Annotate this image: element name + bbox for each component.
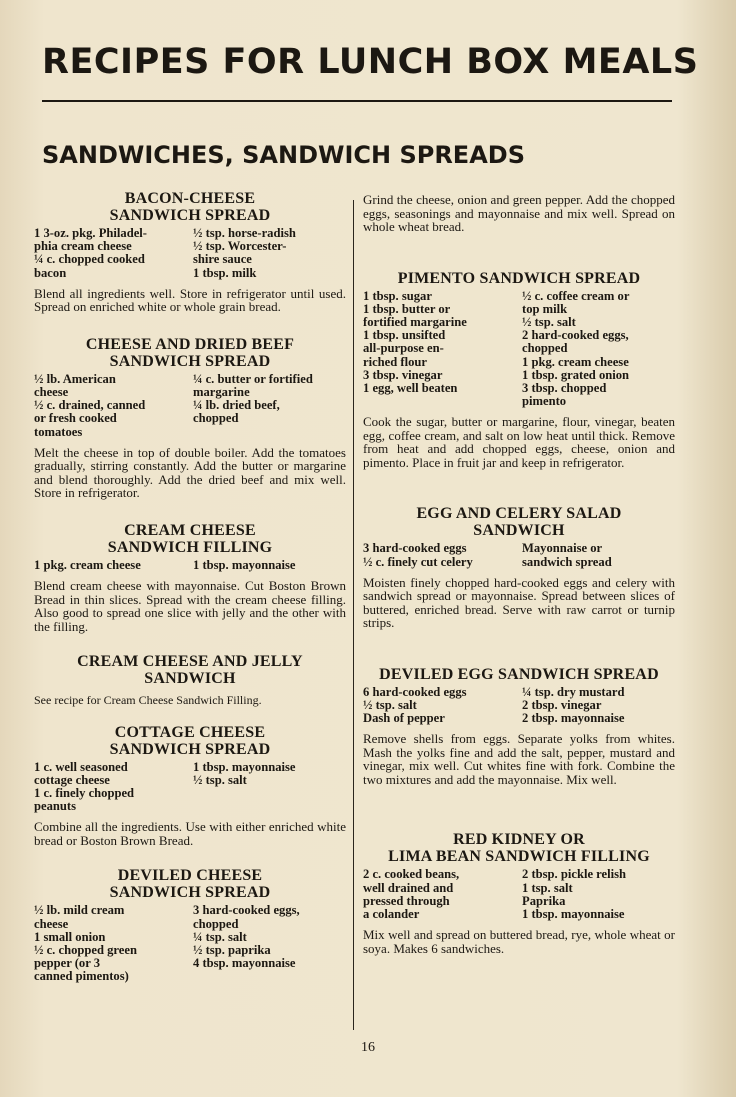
ingredient-column-right [187,559,346,572]
ingredient: ½ tsp. salt [522,314,576,329]
ingredient-column-right [187,904,346,983]
ingredient-list [34,227,346,280]
recipe-title: DEVILED EGG SANDWICH SPREAD [379,665,659,683]
ingredient: ½ c. chopped green pepper (or 3 canned pimentos) [34,942,137,984]
ingredient: 1 tbsp. milk [193,265,257,280]
ingredient: 1 tbsp. sugar [363,288,432,303]
ingredient: ¼ lb. dried beef, chopped [193,398,280,426]
recipe-directions: Combine all the ingredients. Use with either enriched white bread or Boston Brown Bread. [34,819,346,848]
ingredient: ½ c. coffee cream or top milk [522,288,630,316]
ingredient-list [34,373,346,439]
ingredient: 1 c. well seasoned cottage cheese [34,759,128,787]
recipe-title: DEVILED CHEESE SANDWICH SPREAD [109,867,271,902]
recipe [363,505,675,629]
ingredient: 1 small onion [34,929,106,944]
ingredient: 3 hard-cooked eggs, chopped [193,903,300,931]
right-column [363,193,675,955]
ingredient-column-left [363,290,516,409]
recipe-directions: Moisten finely chopped hard-cooked eggs and celery with sandwich spread or mayonnaise. Spread between slices of buttered, enriched bread. Serve with raw carrot or turnip strips. [363,574,675,631]
recipe-directions: Mix well and spread on buttered bread, rye, whole wheat or soya. Makes 6 sandwiches. [363,927,675,956]
recipe-title: BACON-CHEESE SANDWICH SPREAD [109,190,271,224]
recipe-directions: Blend cream cheese with mayonnaise. Cut Boston Brown Bread in thin slices. Spread with the cream cheese filling. Also good to spread one slice with jelly and the other with the filling. [34,578,346,634]
ingredient: ½ lb. American cheese [34,371,116,400]
ingredient-column-left [363,542,516,568]
ingredient: 2 hard-cooked eggs, chopped [522,328,629,356]
left-column [34,190,346,984]
ingredient: 1 pkg. cream cheese [34,557,141,572]
ingredient: 6 hard-cooked eggs [363,684,467,699]
ingredient: 1 tbsp. mayonnaise [522,906,625,921]
recipe-directions: Blend all ingredients well. Store in refrigerator until used. Spread on enriched white or whole grain bread. [34,285,346,315]
ingredient-list [363,290,675,409]
ingredient-column-right [187,373,346,439]
right-recipes-list [363,270,675,956]
ingredient: 1 pkg. cream cheese [522,354,629,369]
ingredient-column-left [34,227,187,280]
ingredient: ¼ tsp. dry mustard [522,684,625,699]
ingredient: ½ tsp. salt [363,697,417,712]
section-title: SANDWICHES, SANDWICH SPREADS [42,141,525,169]
ingredient: 2 tbsp. vinegar [522,697,602,712]
ingredient: ½ tsp. horse-radish [193,226,296,240]
ingredient-column-right [187,761,346,814]
ingredient: 3 hard-cooked eggs [363,541,467,556]
ingredient: ¼ tsp. salt [193,929,247,944]
ingredient: ½ c. drained, canned or fresh cooked tomatoes [34,398,146,439]
recipe-directions: Cook the sugar, butter or margarine, flour, vinegar, beaten egg, coffee cream, and salt on low heat until thick. Remove from heat and add chopped eggs, cheese, onion and pimento. Place in fruit jar and keep in refrigerator. [363,414,675,470]
ingredient-column-right [516,686,675,726]
ingredient: Dash of pepper [363,711,445,726]
ingredient: 1 egg, well beaten [363,380,458,395]
ingredient-list [34,761,346,814]
ingredient: 1 tbsp. unsifted all-purpose en- riched flour [363,328,446,369]
ingredient: 2 tbsp. mayonnaise [522,711,625,726]
ingredient: ¼ c. butter or fortified margarine [193,371,313,400]
recipe-directions: See recipe for Cream Cheese Sandwich Filling. [34,693,262,708]
recipe-title: CHEESE AND DRIED BEEF SANDWICH SPREAD [85,335,295,370]
ingredient: 4 tbsp. mayonnaise [193,956,296,971]
ingredient-list [34,559,346,572]
ingredient: 3 tbsp. vinegar [363,367,443,382]
recipe [363,666,675,787]
ingredient: 2 tbsp. pickle relish [522,867,627,882]
ingredient-list [363,542,675,568]
ingredient-column-right [187,227,346,280]
recipe [363,270,675,470]
ingredient: Mayonnaise or sandwich spread [522,541,612,569]
recipe [34,867,346,983]
ingredient: ¼ c. chopped cooked bacon [34,252,145,280]
continued-directions: Grind the cheese, onion and green pepper. Add the chopped eggs, seasonings and mayonnaise and mix well. Spread on whole wheat bread. [363,192,675,234]
recipe-title: CREAM CHEESE SANDWICH FILLING [107,521,273,556]
ingredient: Paprika [522,893,566,908]
recipe [34,522,346,633]
recipe-title: CREAM CHEESE AND JELLY SANDWICH [77,653,303,688]
title-rule [42,100,672,102]
ingredient-column-right [516,542,675,568]
page-number: 16 [361,1040,375,1055]
recipe [34,190,346,314]
recipe-title: COTTAGE CHEESE SANDWICH SPREAD [109,723,271,758]
ingredient-list [34,904,346,983]
ingredient-column-left [34,904,187,983]
recipe-directions: Remove shells from eggs. Separate yolks from whites. Mash the yolks fine and add the salt, pepper, mustard and vinegar, mix well. Cut whites fine with fork. Combine the two mixtures and add the mayonnaise. Mix well. [363,731,675,787]
ingredient: ½ lb. mild cream cheese [34,903,125,931]
ingredient-column-right [516,868,675,921]
recipe-title: PIMENTO SANDWICH SPREAD [397,269,641,287]
ingredient-column-left [363,686,516,726]
recipe [34,724,346,848]
ingredient-column-left [363,868,516,921]
ingredient-column-right [516,290,675,409]
recipe-directions: Melt the cheese in top of double boiler. Add the tomatoes gradually, stirring constantly. Add the butter or margarine and blend thoroughly. Add the dried beef and mix well. Store in refrigerator. [34,444,346,501]
ingredient: ½ tsp. Worcester- shire sauce [193,239,287,267]
recipe-title: EGG AND CELERY SALAD SANDWICH [416,505,622,540]
ingredient: ½ tsp. paprika [193,942,271,957]
ingredient: 1 tbsp. grated onion [522,367,630,382]
recipe [363,831,675,955]
ingredient: 1 tbsp. mayonnaise [193,557,296,572]
page-title: RECIPES FOR LUNCH BOX MEALS [42,42,699,82]
ingredient: 2 c. cooked beans, well drained and pressed through a colander [363,867,460,921]
ingredient-column-left [34,559,187,572]
ingredient: 1 tbsp. mayonnaise [193,759,296,774]
ingredient-list [363,686,675,726]
ingredient: 1 c. finely chopped peanuts [34,785,135,814]
ingredient-list [363,868,675,921]
ingredient: ½ tsp. salt [193,772,247,787]
ingredient: 1 tbsp. butter or fortified margarine [363,301,467,329]
left-recipes-list [34,190,346,984]
ingredient-column-left [34,761,187,814]
ingredient-column-left [34,373,187,439]
recipe-title: RED KIDNEY OR LIMA BEAN SANDWICH FILLING [388,831,650,866]
ingredient: ½ c. finely cut celery [363,554,473,569]
column-divider [353,200,354,1030]
ingredient: 1 tsp. salt [522,880,573,895]
ingredient: 3 tbsp. chopped pimento [522,380,607,409]
recipe [34,336,346,500]
ingredient: 1 3-oz. pkg. Philadel- phia cream cheese [34,226,147,254]
recipe [34,653,346,708]
